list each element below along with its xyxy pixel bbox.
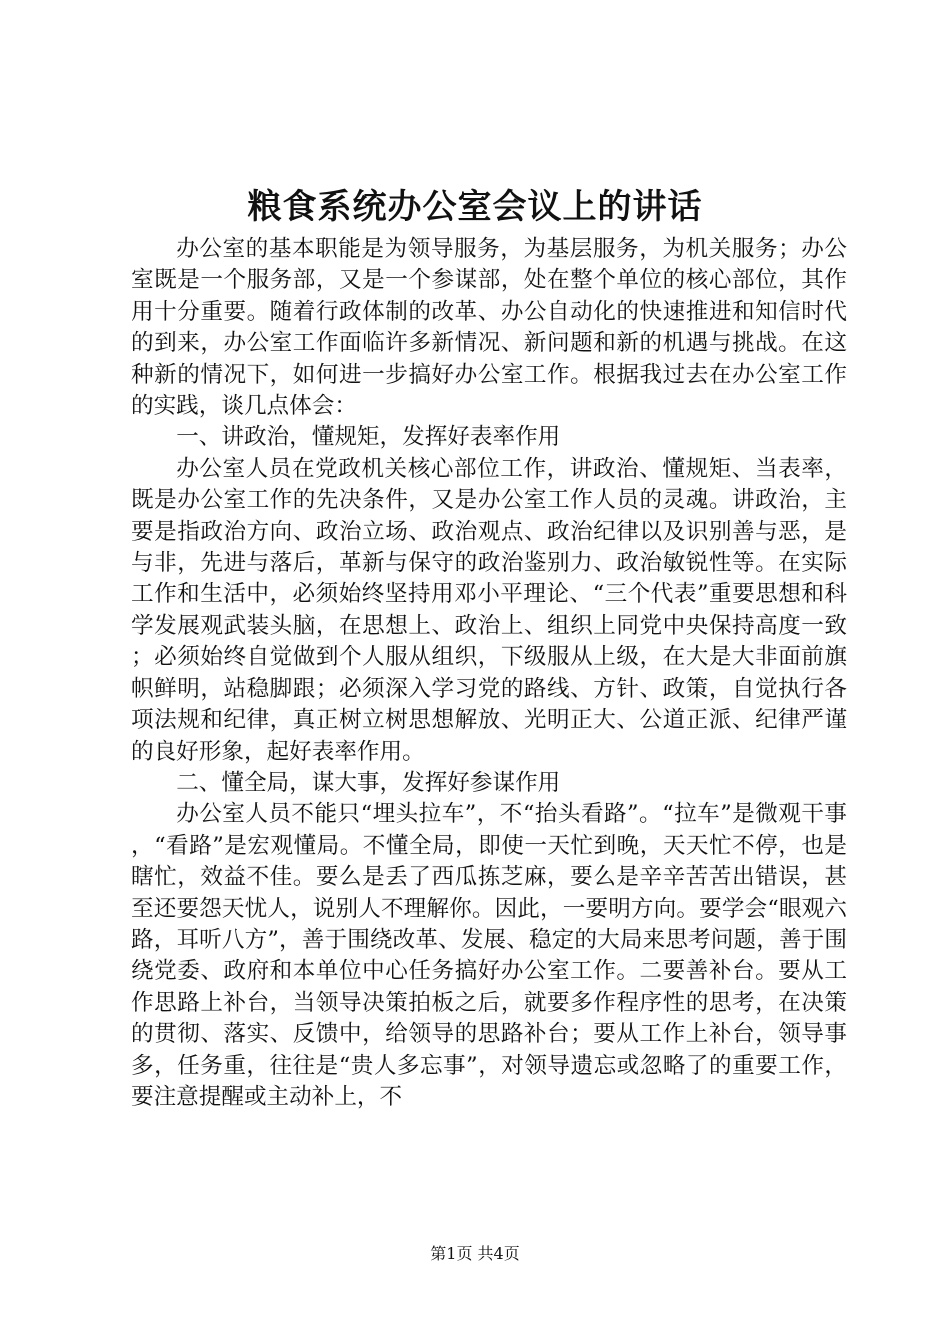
document-title: 粮食系统办公室会议上的讲话	[247, 187, 703, 227]
page-number-footer: 第1页 共4页	[430, 1244, 520, 1263]
document-body	[131, 234, 847, 1113]
section-heading-2: 二、懂全局，谋大事，发挥好参谋作用	[176, 769, 561, 796]
section-paragraph-2: 办公室人员不能只“埋头拉车”，不“抬头看路”。“拉车”是微观干事，“看路”是宏观懂局。不懂全局，即使一天忙到晚，天天忙不停，也是瞎忙，效益不佳。要么是丢了西瓜拣芝麻，要么是辛辛苦苦出错误，甚至还要怨天忧人，说别人不理解你。因此，一要明方向。要学会“眼观六路，耳听八方”，善于围绕改革、发展、稳定的大局来思考问题，善于围绕党委、政府和本单位中心任务搞好办公室工作。二要善补台。要从工作思路上补台，当领导决策拍板之后，就要多作程序性的思考，在决策的贯彻、落实、反馈中，给领导的思路补台；要从工作上补台，领导事多，任务重，往往是“贵人多忘事”，对领导遗忘或忽略了的重要工作，要注意提醒或主动补上，不	[131, 801, 847, 1110]
section-paragraph-1: 办公室人员在党政机关核心部位工作，讲政治、懂规矩、当表率，既是办公室工作的先决条件，又是办公室工作人员的灵魂。讲政治，主要是指政治方向、政治立场、政治观点、政治纪律以及识别善与恶，是与非，先进与落后，革新与保守的政治鉴别力、政治敏锐性等。在实际工作和生活中，必须始终坚持用邓小平理论、“三个代表”重要思想和科学发展观武装头脑，在思想上、政治上、组织上同党中央保持高度一致；必须始终自觉做到个人服从组织，下级服从上级，在大是大非面前旗帜鲜明，站稳脚跟；必须深入学习党的路线、方针、政策，自觉执行各项法规和纪律，真正树立树思想解放、光明正大、公道正派、纪律严谨的良好形象，起好表率作用。	[131, 455, 847, 765]
section-heading-1: 一、讲政治，懂规矩，发挥好表率作用	[176, 424, 561, 451]
intro-paragraph: 办公室的基本职能是为领导服务，为基层服务，为机关服务；办公室既是一个服务部，又是一个参谋部，处在整个单位的核心部位，其作用十分重要。随着行政体制的改革、办公自动化的快速推进和知信时代的到来，办公室工作面临许多新情况、新问题和新的机遇与挑战。在这种新的情况下，如何进一步搞好办公室工作。根据我过去在办公室工作的实践，谈几点体会：	[131, 236, 847, 420]
